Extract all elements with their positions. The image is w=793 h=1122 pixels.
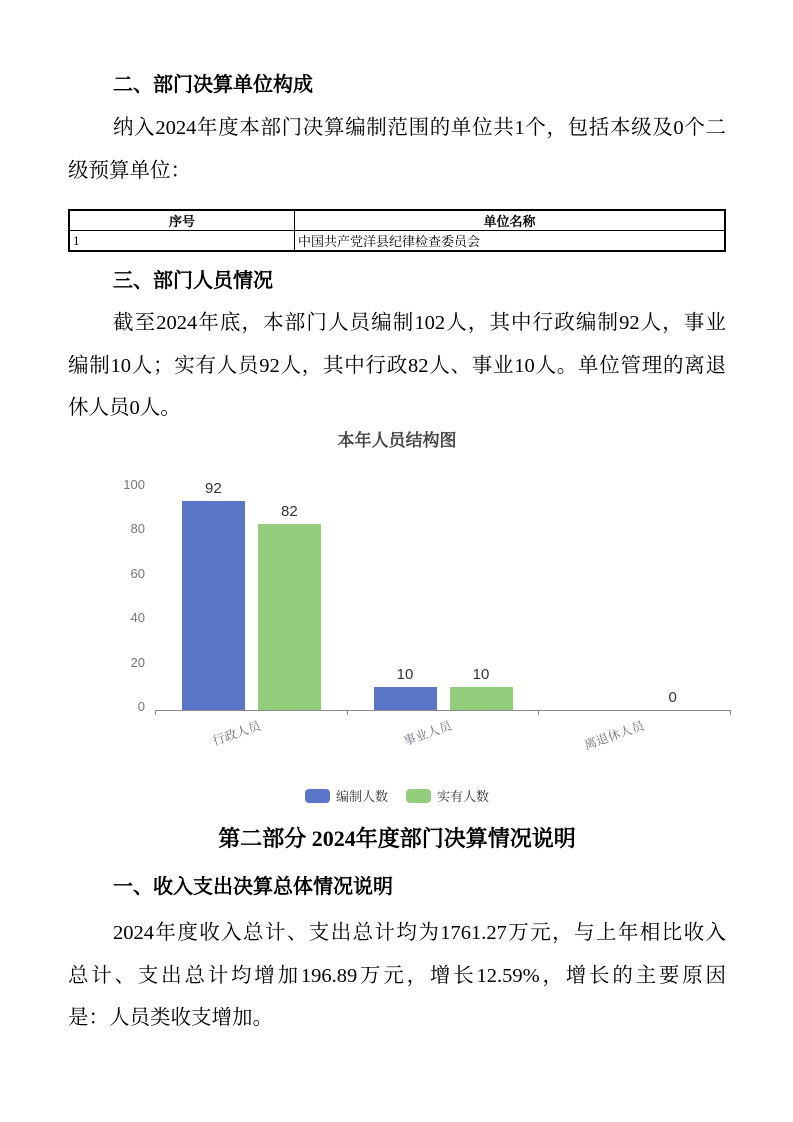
table-header-unit-name: 单位名称 xyxy=(295,210,726,231)
units-table xyxy=(68,209,726,252)
paragraph-line: 是：人员类收支增加。 xyxy=(68,1007,273,1029)
overview-paragraph xyxy=(68,912,726,1040)
chart-title: 本年人员结构图 xyxy=(337,431,457,450)
x-axis-tick xyxy=(347,710,348,715)
value-label: 10 xyxy=(472,666,490,683)
table-header-index: 序号 xyxy=(69,210,295,231)
paragraph-line: 级预算单位： xyxy=(68,159,191,182)
y-axis-tick-label: 40 xyxy=(130,610,145,626)
chart-legend xyxy=(68,786,726,805)
bar-编制人数-行政人员 xyxy=(182,501,245,710)
bar-实有人数-事业人员 xyxy=(450,687,513,710)
table-row xyxy=(69,231,725,252)
units-paragraph xyxy=(68,107,726,192)
table-header-row xyxy=(69,210,725,231)
personnel-chart xyxy=(68,420,726,815)
category-label: 行政人员 xyxy=(210,718,263,749)
paragraph-line: 2024年度收入总计、支出总计均为1761.27万元，与上年相比收入 xyxy=(113,922,726,944)
category-label: 离退休人员 xyxy=(582,718,646,753)
y-axis-tick-label: 100 xyxy=(123,477,145,492)
legend-swatch xyxy=(305,789,330,803)
bar-实有人数-行政人员 xyxy=(258,524,321,710)
personnel-paragraph xyxy=(68,302,726,430)
x-axis-tick xyxy=(730,710,731,715)
value-label: 82 xyxy=(280,503,298,520)
value-label: 10 xyxy=(396,666,414,683)
y-axis-tick-label: 0 xyxy=(137,699,145,714)
paragraph-line: 总计、支出总计均增加196.89万元，增长12.59%，增长的主要原因 xyxy=(68,964,726,987)
y-axis-tick-label: 80 xyxy=(130,521,145,537)
x-axis-tick xyxy=(538,710,539,715)
legend-swatch xyxy=(406,789,431,803)
part2-title: 第二部分 2024年度部门决算情况说明 xyxy=(218,826,576,851)
paragraph-line: 编制10人；实有人员92人，其中行政82人、事业10人。单位管理的离退 xyxy=(68,354,726,377)
value-label: 0 xyxy=(668,689,677,706)
section-heading-units: 二、部门决算单位构成 xyxy=(113,74,313,96)
section-heading-overview: 一、收入支出决算总体情况说明 xyxy=(113,876,393,898)
section-heading-personnel: 三、部门人员情况 xyxy=(113,270,273,292)
y-axis-tick-label: 20 xyxy=(130,654,145,670)
bar-编制人数-事业人员 xyxy=(374,687,437,710)
table-body xyxy=(69,231,725,252)
legend-label: 实有人数 xyxy=(437,789,490,804)
y-axis-tick-label: 60 xyxy=(130,565,145,581)
legend-item xyxy=(406,786,489,805)
category-label: 事业人员 xyxy=(402,718,455,749)
legend-item xyxy=(305,786,388,805)
x-axis-line xyxy=(155,710,730,711)
paragraph-line: 休人员0人。 xyxy=(68,397,181,419)
cell-unit-name: 中国共产党洋县纪律检查委员会 xyxy=(295,231,726,252)
x-axis-tick xyxy=(155,710,156,715)
legend-label: 编制人数 xyxy=(335,789,388,804)
cell-index: 1 xyxy=(69,231,295,252)
paragraph-line: 截至2024年底，本部门人员编制102人，其中行政编制92人，事业 xyxy=(113,312,726,334)
paragraph-line: 纳入2024年度本部门决算编制范围的单位共1个，包括本级及0个二 xyxy=(113,117,726,139)
value-label: 92 xyxy=(204,480,222,497)
